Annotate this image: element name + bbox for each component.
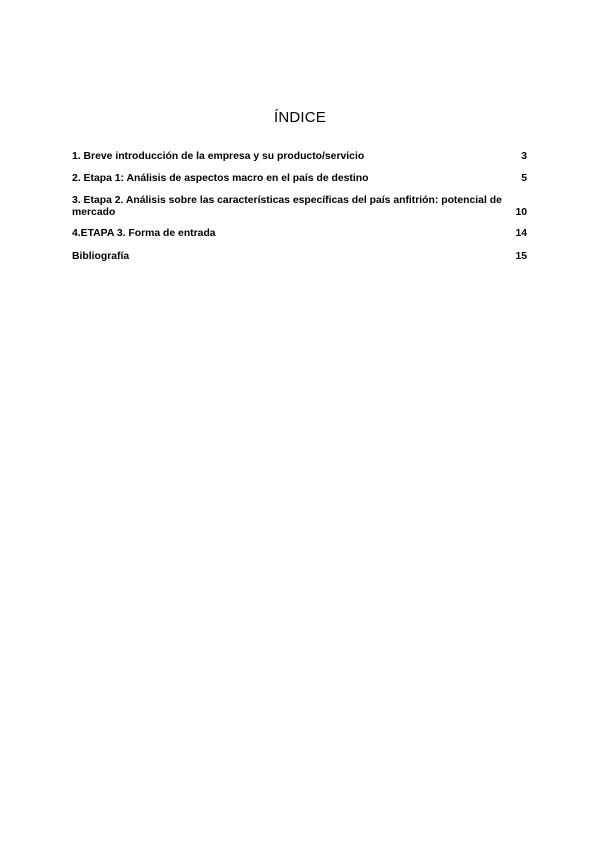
toc-entry-page: 10: [515, 207, 527, 218]
toc-entry-text: 2. Etapa 1: Análisis de aspectos macro en el país de destino: [72, 173, 369, 184]
toc-entry-page: 14: [515, 228, 527, 239]
toc-entry[interactable]: [72, 228, 527, 240]
toc-entry-page: 15: [515, 251, 527, 262]
toc-entry[interactable]: [72, 173, 527, 185]
toc-entry-text: 1. Breve introducción de la empresa y su producto/servicio: [72, 151, 365, 162]
table-of-contents: [72, 151, 527, 263]
toc-title: ÍNDICE: [273, 109, 327, 126]
toc-entry-text: 3. Etapa 2. Análisis sobre las características específicas del país anfitrión: potencial de mercado: [72, 195, 502, 218]
toc-entry-text: 4.ETAPA 3. Forma de entrada: [72, 228, 216, 239]
toc-entry[interactable]: [72, 195, 527, 219]
toc-entry-text: Bibliografía: [72, 251, 130, 262]
toc-entry[interactable]: [72, 151, 527, 163]
toc-entry-page: 5: [521, 173, 527, 184]
toc-entry-page: 3: [521, 151, 527, 162]
toc-entry[interactable]: [72, 251, 527, 263]
